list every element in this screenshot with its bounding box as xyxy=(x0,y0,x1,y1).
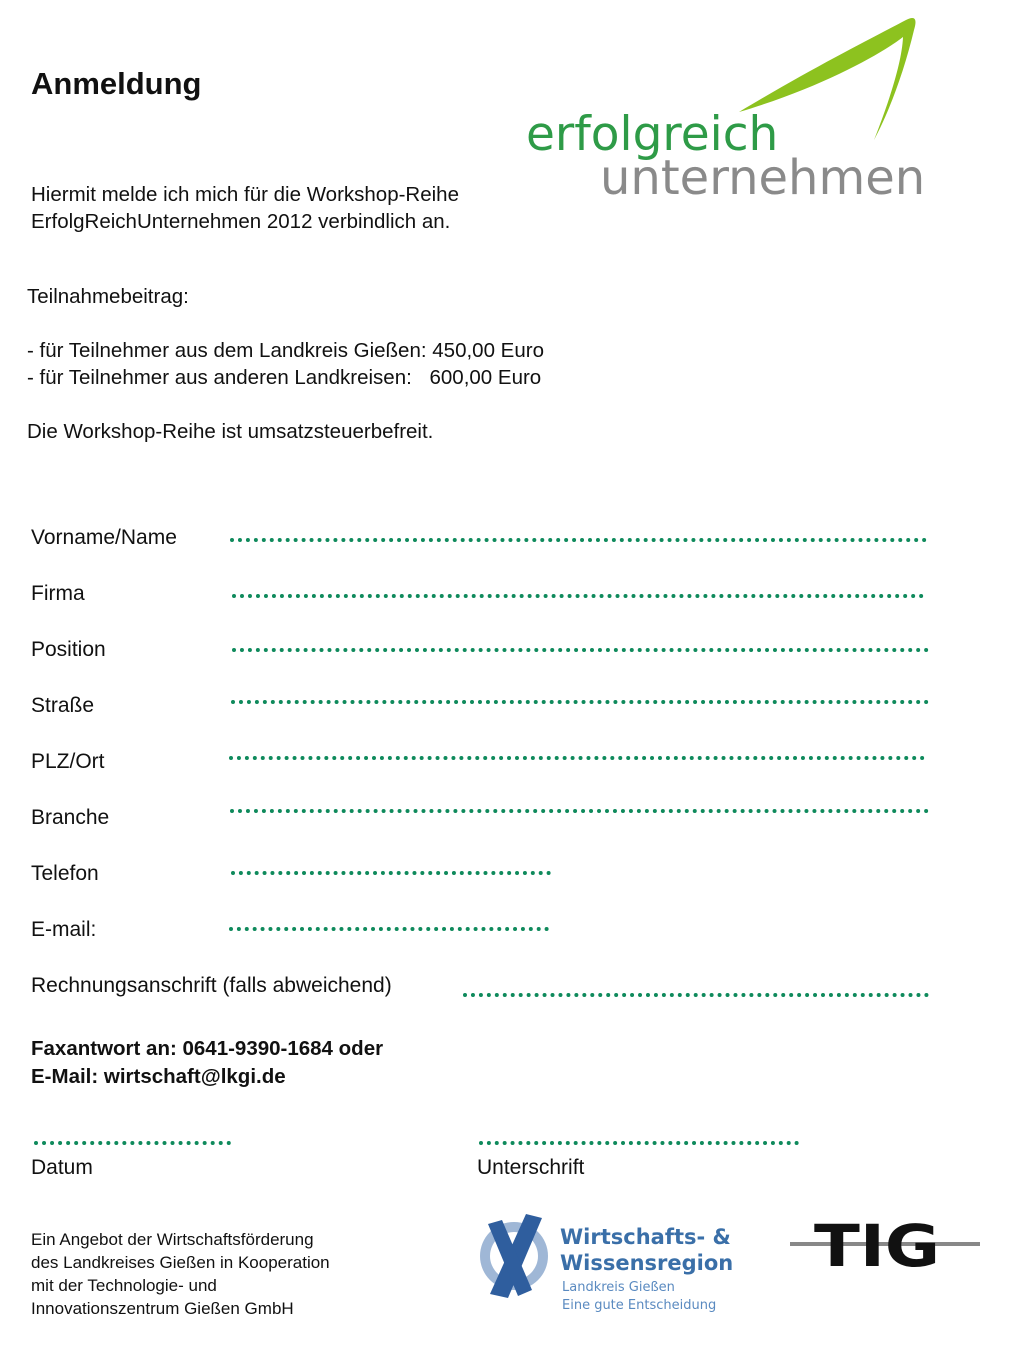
field-label-strasse: Straße xyxy=(31,694,95,717)
intro-line-2: ErfolgReichUnternehmen 2012 verbindlich an. xyxy=(31,210,451,233)
fees-section xyxy=(27,283,544,445)
field-label-plz-ort: PLZ/Ort xyxy=(31,750,105,773)
strasse-input-line[interactable] xyxy=(231,700,929,704)
email-line: E-Mail: wirtschaft@lkgi.de xyxy=(31,1065,286,1088)
intro-line-1: Hiermit melde ich mich für die Workshop-Reihe xyxy=(31,183,459,206)
x-mark-icon xyxy=(480,1214,548,1298)
wr-sub-1: Landkreis Gießen xyxy=(562,1280,675,1295)
name-input-line[interactable] xyxy=(230,538,927,542)
branche-input-line[interactable] xyxy=(230,809,929,813)
fax-line: Faxantwort an: 0641-9390-1684 oder xyxy=(31,1037,384,1060)
field-label-position: Position xyxy=(31,638,106,661)
logo-word-erfolgreich: erfolgreich xyxy=(526,107,779,162)
telefon-input-line[interactable] xyxy=(231,871,551,875)
wr-sub-2: Eine gute Entscheidung xyxy=(562,1298,717,1313)
footer-line: Ein Angebot der Wirtschaftsförderung xyxy=(31,1230,314,1249)
erfolgreich-unternehmen-logo xyxy=(524,12,1014,207)
plz-ort-input-line[interactable] xyxy=(229,756,925,760)
fee-amount: 450,00 Euro xyxy=(432,339,544,362)
page-title: Anmeldung xyxy=(31,66,202,101)
contact-info xyxy=(31,1035,383,1091)
fee-label: - für Teilnehmer aus anderen Landkreisen: xyxy=(27,366,412,389)
field-label-rechnungsanschrift: Rechnungsanschrift (falls abweichend) xyxy=(31,974,392,997)
fee-row xyxy=(27,364,544,391)
fee-amount: 600,00 Euro xyxy=(429,366,542,389)
field-label-email: E-mail: xyxy=(31,918,97,941)
firma-input-line[interactable] xyxy=(232,594,924,598)
wr-title-2: Wissensregion xyxy=(560,1251,734,1275)
signature-input-line[interactable] xyxy=(479,1141,799,1145)
logo-word-unternehmen: unternehmen xyxy=(600,150,926,202)
date-input-line[interactable] xyxy=(34,1141,231,1145)
footer-line: mit der Technologie- und xyxy=(31,1276,217,1295)
tig-logo xyxy=(786,1212,986,1287)
field-label-firma: Firma xyxy=(31,582,85,605)
footer-line: des Landkreises Gießen in Kooperation xyxy=(31,1253,330,1272)
footer-text xyxy=(31,1228,330,1320)
fee-row xyxy=(27,337,544,364)
tax-note: Die Workshop-Reihe ist umsatzsteuerbefreit. xyxy=(27,420,434,443)
signature-label: Unterschrift xyxy=(477,1156,585,1179)
wr-title-1: Wirtschafts- & xyxy=(560,1225,731,1249)
date-label: Datum xyxy=(31,1156,93,1179)
tig-text: TIG xyxy=(814,1212,940,1280)
field-label-name: Vorname/Name xyxy=(31,526,177,549)
fee-label: - für Teilnehmer aus dem Landkreis Gießen: xyxy=(27,339,427,362)
rechnungsanschrift-input-line[interactable] xyxy=(463,993,929,997)
position-input-line[interactable] xyxy=(232,648,929,652)
footer-line: Innovationszentrum Gießen GmbH xyxy=(31,1299,294,1318)
field-label-telefon: Telefon xyxy=(31,862,99,885)
wissensregion-logo xyxy=(474,1210,734,1325)
email-input-line[interactable] xyxy=(229,927,549,931)
field-label-branche: Branche xyxy=(31,806,110,829)
fees-heading: Teilnahmebeitrag: xyxy=(27,285,189,308)
intro-text xyxy=(31,181,459,235)
